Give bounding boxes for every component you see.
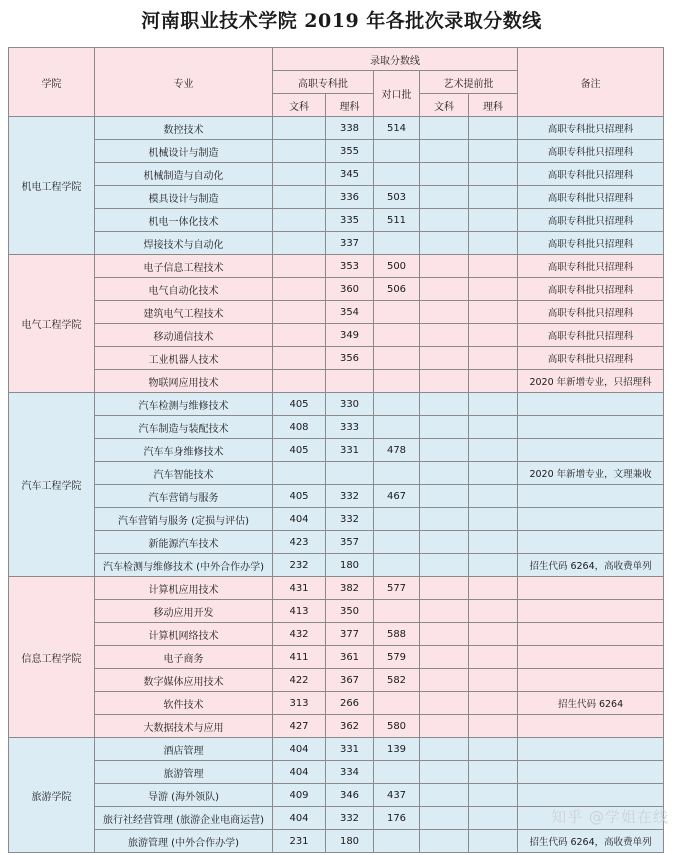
art-science-cell bbox=[469, 738, 518, 761]
art-science-cell bbox=[469, 255, 518, 278]
science-score-cell: 180 bbox=[326, 830, 374, 853]
liberal-score-cell bbox=[273, 209, 326, 232]
duikou-score-cell: 467 bbox=[374, 485, 420, 508]
science-score-cell: 332 bbox=[326, 485, 374, 508]
note-cell bbox=[518, 623, 664, 646]
liberal-score-cell: 408 bbox=[273, 416, 326, 439]
science-score-cell: 266 bbox=[326, 692, 374, 715]
major-cell: 数字媒体应用技术 bbox=[95, 669, 273, 692]
table-row bbox=[9, 738, 664, 761]
art-liberal-cell bbox=[420, 738, 469, 761]
art-science-cell bbox=[469, 163, 518, 186]
science-score-cell: 346 bbox=[326, 784, 374, 807]
liberal-score-cell bbox=[273, 255, 326, 278]
header-art-liberal: 文科 bbox=[420, 94, 469, 117]
liberal-score-cell bbox=[273, 186, 326, 209]
major-cell: 汽车检测与维修技术 bbox=[95, 393, 273, 416]
note-cell bbox=[518, 761, 664, 784]
duikou-score-cell bbox=[374, 531, 420, 554]
duikou-score-cell: 577 bbox=[374, 577, 420, 600]
art-liberal-cell bbox=[420, 669, 469, 692]
science-score-cell: 367 bbox=[326, 669, 374, 692]
art-liberal-cell bbox=[420, 508, 469, 531]
header-scores: 录取分数线 bbox=[273, 48, 518, 71]
art-liberal-cell bbox=[420, 784, 469, 807]
liberal-score-cell bbox=[273, 117, 326, 140]
art-liberal-cell bbox=[420, 807, 469, 830]
art-science-cell bbox=[469, 600, 518, 623]
art-liberal-cell bbox=[420, 393, 469, 416]
table-row bbox=[9, 347, 664, 370]
art-science-cell bbox=[469, 646, 518, 669]
duikou-score-cell: 588 bbox=[374, 623, 420, 646]
liberal-score-cell: 432 bbox=[273, 623, 326, 646]
major-cell: 汽车营销与服务 bbox=[95, 485, 273, 508]
note-cell: 高职专科批只招理科 bbox=[518, 301, 664, 324]
table-row bbox=[9, 439, 664, 462]
note-cell: 高职专科批只招理科 bbox=[518, 347, 664, 370]
liberal-score-cell: 405 bbox=[273, 485, 326, 508]
table-row bbox=[9, 577, 664, 600]
art-science-cell bbox=[469, 715, 518, 738]
admission-scores-table bbox=[8, 47, 664, 853]
table-row bbox=[9, 623, 664, 646]
major-cell: 计算机网络技术 bbox=[95, 623, 273, 646]
art-liberal-cell bbox=[420, 347, 469, 370]
duikou-score-cell: 580 bbox=[374, 715, 420, 738]
duikou-score-cell: 500 bbox=[374, 255, 420, 278]
art-science-cell bbox=[469, 623, 518, 646]
duikou-score-cell bbox=[374, 232, 420, 255]
science-score-cell: 354 bbox=[326, 301, 374, 324]
major-cell: 电子信息工程技术 bbox=[95, 255, 273, 278]
liberal-score-cell: 404 bbox=[273, 738, 326, 761]
college-cell: 旅游学院 bbox=[9, 738, 95, 853]
note-cell bbox=[518, 485, 664, 508]
art-science-cell bbox=[469, 347, 518, 370]
art-liberal-cell bbox=[420, 600, 469, 623]
major-cell: 物联网应用技术 bbox=[95, 370, 273, 393]
table-row bbox=[9, 393, 664, 416]
art-liberal-cell bbox=[420, 830, 469, 853]
major-cell: 建筑电气工程技术 bbox=[95, 301, 273, 324]
art-science-cell bbox=[469, 117, 518, 140]
header-college: 学院 bbox=[9, 48, 95, 117]
note-cell bbox=[518, 416, 664, 439]
major-cell: 数控技术 bbox=[95, 117, 273, 140]
science-score-cell: 331 bbox=[326, 439, 374, 462]
art-science-cell bbox=[469, 416, 518, 439]
note-cell: 高职专科批只招理科 bbox=[518, 255, 664, 278]
note-cell: 高职专科批只招理科 bbox=[518, 186, 664, 209]
duikou-score-cell: 437 bbox=[374, 784, 420, 807]
note-cell bbox=[518, 646, 664, 669]
duikou-score-cell bbox=[374, 324, 420, 347]
art-liberal-cell bbox=[420, 232, 469, 255]
art-liberal-cell bbox=[420, 186, 469, 209]
art-science-cell bbox=[469, 209, 518, 232]
liberal-score-cell bbox=[273, 462, 326, 485]
art-liberal-cell bbox=[420, 485, 469, 508]
science-score-cell: 337 bbox=[326, 232, 374, 255]
major-cell: 移动通信技术 bbox=[95, 324, 273, 347]
art-liberal-cell bbox=[420, 416, 469, 439]
note-cell bbox=[518, 715, 664, 738]
duikou-score-cell bbox=[374, 600, 420, 623]
major-cell: 电气自动化技术 bbox=[95, 278, 273, 301]
college-cell: 电气工程学院 bbox=[9, 255, 95, 393]
science-score-cell: 360 bbox=[326, 278, 374, 301]
note-cell: 高职专科批只招理科 bbox=[518, 163, 664, 186]
note-cell: 高职专科批只招理科 bbox=[518, 324, 664, 347]
art-science-cell bbox=[469, 439, 518, 462]
liberal-score-cell: 409 bbox=[273, 784, 326, 807]
note-cell bbox=[518, 600, 664, 623]
note-cell bbox=[518, 738, 664, 761]
science-score-cell: 334 bbox=[326, 761, 374, 784]
duikou-score-cell: 514 bbox=[374, 117, 420, 140]
college-cell: 汽车工程学院 bbox=[9, 393, 95, 577]
art-liberal-cell bbox=[420, 209, 469, 232]
note-cell bbox=[518, 508, 664, 531]
liberal-score-cell: 404 bbox=[273, 807, 326, 830]
art-science-cell bbox=[469, 692, 518, 715]
duikou-score-cell: 511 bbox=[374, 209, 420, 232]
major-cell: 机电一体化技术 bbox=[95, 209, 273, 232]
major-cell: 汽车智能技术 bbox=[95, 462, 273, 485]
major-cell: 移动应用开发 bbox=[95, 600, 273, 623]
table-row bbox=[9, 830, 664, 853]
major-cell: 大数据技术与应用 bbox=[95, 715, 273, 738]
art-liberal-cell bbox=[420, 554, 469, 577]
science-score-cell: 362 bbox=[326, 715, 374, 738]
art-liberal-cell bbox=[420, 761, 469, 784]
header-art-science: 理科 bbox=[469, 94, 518, 117]
header-major: 专业 bbox=[95, 48, 273, 117]
liberal-score-cell bbox=[273, 347, 326, 370]
table-row bbox=[9, 669, 664, 692]
art-liberal-cell bbox=[420, 439, 469, 462]
major-cell: 计算机应用技术 bbox=[95, 577, 273, 600]
major-cell: 机械制造与自动化 bbox=[95, 163, 273, 186]
science-score-cell: 355 bbox=[326, 140, 374, 163]
liberal-score-cell: 423 bbox=[273, 531, 326, 554]
art-liberal-cell bbox=[420, 692, 469, 715]
science-score-cell: 180 bbox=[326, 554, 374, 577]
liberal-score-cell: 427 bbox=[273, 715, 326, 738]
art-science-cell bbox=[469, 669, 518, 692]
art-science-cell bbox=[469, 830, 518, 853]
liberal-score-cell bbox=[273, 163, 326, 186]
header-duikou: 对口批 bbox=[374, 71, 420, 117]
major-cell: 汽车车身维修技术 bbox=[95, 439, 273, 462]
major-cell: 旅游管理 (中外合作办学) bbox=[95, 830, 273, 853]
art-liberal-cell bbox=[420, 140, 469, 163]
watermark: 知乎 @学姐在线 bbox=[551, 808, 669, 826]
note-cell bbox=[518, 393, 664, 416]
art-liberal-cell bbox=[420, 163, 469, 186]
science-score-cell: 353 bbox=[326, 255, 374, 278]
duikou-score-cell bbox=[374, 692, 420, 715]
art-liberal-cell bbox=[420, 278, 469, 301]
science-score-cell: 330 bbox=[326, 393, 374, 416]
major-cell: 模具设计与制造 bbox=[95, 186, 273, 209]
major-cell: 焊接技术与自动化 bbox=[95, 232, 273, 255]
art-science-cell bbox=[469, 301, 518, 324]
page-title: 河南职业技术学院 2019 年各批次录取分数线 bbox=[141, 10, 542, 32]
major-cell: 新能源汽车技术 bbox=[95, 531, 273, 554]
duikou-score-cell bbox=[374, 554, 420, 577]
major-cell: 机械设计与制造 bbox=[95, 140, 273, 163]
art-liberal-cell bbox=[420, 324, 469, 347]
duikou-score-cell bbox=[374, 140, 420, 163]
table-row bbox=[9, 692, 664, 715]
major-cell: 旅行社经营管理 (旅游企业电商运营) bbox=[95, 807, 273, 830]
liberal-score-cell bbox=[273, 324, 326, 347]
art-science-cell bbox=[469, 393, 518, 416]
science-score-cell: 336 bbox=[326, 186, 374, 209]
major-cell: 电子商务 bbox=[95, 646, 273, 669]
table-row bbox=[9, 600, 664, 623]
major-cell: 汽车营销与服务 (定损与评估) bbox=[95, 508, 273, 531]
duikou-score-cell bbox=[374, 761, 420, 784]
note-cell bbox=[518, 669, 664, 692]
art-science-cell bbox=[469, 140, 518, 163]
art-science-cell bbox=[469, 324, 518, 347]
table-row bbox=[9, 232, 664, 255]
note-cell: 招生代码 6264 bbox=[518, 692, 664, 715]
table-row bbox=[9, 255, 664, 278]
art-liberal-cell bbox=[420, 370, 469, 393]
table-row bbox=[9, 485, 664, 508]
science-score-cell: 335 bbox=[326, 209, 374, 232]
science-score-cell bbox=[326, 462, 374, 485]
art-liberal-cell bbox=[420, 531, 469, 554]
duikou-score-cell bbox=[374, 508, 420, 531]
duikou-score-cell: 503 bbox=[374, 186, 420, 209]
note-cell: 高职专科批只招理科 bbox=[518, 232, 664, 255]
table-row bbox=[9, 324, 664, 347]
table-row bbox=[9, 715, 664, 738]
science-score-cell bbox=[326, 370, 374, 393]
table-row bbox=[9, 163, 664, 186]
duikou-score-cell bbox=[374, 462, 420, 485]
major-cell: 汽车制造与装配技术 bbox=[95, 416, 273, 439]
art-liberal-cell bbox=[420, 715, 469, 738]
art-science-cell bbox=[469, 232, 518, 255]
art-science-cell bbox=[469, 462, 518, 485]
liberal-score-cell: 422 bbox=[273, 669, 326, 692]
table-row bbox=[9, 140, 664, 163]
table-row bbox=[9, 416, 664, 439]
science-score-cell: 331 bbox=[326, 738, 374, 761]
liberal-score-cell bbox=[273, 278, 326, 301]
liberal-score-cell bbox=[273, 301, 326, 324]
header-science: 理科 bbox=[326, 94, 374, 117]
note-cell: 高职专科批只招理科 bbox=[518, 209, 664, 232]
art-liberal-cell bbox=[420, 255, 469, 278]
duikou-score-cell bbox=[374, 416, 420, 439]
science-score-cell: 332 bbox=[326, 807, 374, 830]
note-cell bbox=[518, 577, 664, 600]
art-science-cell bbox=[469, 784, 518, 807]
art-liberal-cell bbox=[420, 462, 469, 485]
duikou-score-cell: 478 bbox=[374, 439, 420, 462]
liberal-score-cell: 232 bbox=[273, 554, 326, 577]
note-cell bbox=[518, 531, 664, 554]
table-row bbox=[9, 117, 664, 140]
liberal-score-cell: 404 bbox=[273, 508, 326, 531]
note-cell: 高职专科批只招理科 bbox=[518, 278, 664, 301]
art-science-cell bbox=[469, 807, 518, 830]
note-cell: 高职专科批只招理科 bbox=[518, 117, 664, 140]
liberal-score-cell: 313 bbox=[273, 692, 326, 715]
science-score-cell: 377 bbox=[326, 623, 374, 646]
note-cell: 招生代码 6264，高收费单列 bbox=[518, 830, 664, 853]
science-score-cell: 350 bbox=[326, 600, 374, 623]
note-cell: 2020 年新增专业，只招理科 bbox=[518, 370, 664, 393]
duikou-score-cell: 579 bbox=[374, 646, 420, 669]
table-row bbox=[9, 784, 664, 807]
art-liberal-cell bbox=[420, 301, 469, 324]
header-note: 备注 bbox=[518, 48, 664, 117]
science-score-cell: 361 bbox=[326, 646, 374, 669]
major-cell: 汽车检测与维修技术 (中外合作办学) bbox=[95, 554, 273, 577]
header-art: 艺术提前批 bbox=[420, 71, 518, 94]
table-row bbox=[9, 462, 664, 485]
note-cell: 2020 年新增专业，文理兼收 bbox=[518, 462, 664, 485]
art-science-cell bbox=[469, 186, 518, 209]
duikou-score-cell bbox=[374, 393, 420, 416]
art-science-cell bbox=[469, 278, 518, 301]
table-row bbox=[9, 554, 664, 577]
science-score-cell: 332 bbox=[326, 508, 374, 531]
duikou-score-cell bbox=[374, 301, 420, 324]
liberal-score-cell bbox=[273, 370, 326, 393]
art-science-cell bbox=[469, 761, 518, 784]
table-row bbox=[9, 186, 664, 209]
header-vocational: 高职专科批 bbox=[273, 71, 374, 94]
major-cell: 酒店管理 bbox=[95, 738, 273, 761]
header-liberal: 文科 bbox=[273, 94, 326, 117]
major-cell: 软件技术 bbox=[95, 692, 273, 715]
science-score-cell: 333 bbox=[326, 416, 374, 439]
table-row bbox=[9, 531, 664, 554]
liberal-score-cell: 405 bbox=[273, 393, 326, 416]
duikou-score-cell bbox=[374, 370, 420, 393]
science-score-cell: 356 bbox=[326, 347, 374, 370]
art-science-cell bbox=[469, 577, 518, 600]
liberal-score-cell: 231 bbox=[273, 830, 326, 853]
science-score-cell: 349 bbox=[326, 324, 374, 347]
table-row bbox=[9, 761, 664, 784]
liberal-score-cell: 413 bbox=[273, 600, 326, 623]
art-science-cell bbox=[469, 370, 518, 393]
art-liberal-cell bbox=[420, 646, 469, 669]
major-cell: 工业机器人技术 bbox=[95, 347, 273, 370]
science-score-cell: 345 bbox=[326, 163, 374, 186]
table-row bbox=[9, 301, 664, 324]
science-score-cell: 357 bbox=[326, 531, 374, 554]
college-cell: 信息工程学院 bbox=[9, 577, 95, 738]
note-cell: 招生代码 6264，高收费单列 bbox=[518, 554, 664, 577]
art-science-cell bbox=[469, 485, 518, 508]
college-cell: 机电工程学院 bbox=[9, 117, 95, 255]
science-score-cell: 338 bbox=[326, 117, 374, 140]
art-liberal-cell bbox=[420, 577, 469, 600]
liberal-score-cell: 404 bbox=[273, 761, 326, 784]
note-cell: 高职专科批只招理科 bbox=[518, 140, 664, 163]
art-liberal-cell bbox=[420, 623, 469, 646]
duikou-score-cell: 582 bbox=[374, 669, 420, 692]
table-row bbox=[9, 370, 664, 393]
liberal-score-cell: 431 bbox=[273, 577, 326, 600]
liberal-score-cell: 411 bbox=[273, 646, 326, 669]
liberal-score-cell bbox=[273, 232, 326, 255]
duikou-score-cell bbox=[374, 830, 420, 853]
art-science-cell bbox=[469, 508, 518, 531]
table-row bbox=[9, 646, 664, 669]
liberal-score-cell bbox=[273, 140, 326, 163]
science-score-cell: 382 bbox=[326, 577, 374, 600]
note-cell bbox=[518, 784, 664, 807]
table-row bbox=[9, 209, 664, 232]
art-science-cell bbox=[469, 531, 518, 554]
table-row bbox=[9, 508, 664, 531]
duikou-score-cell: 176 bbox=[374, 807, 420, 830]
table-body bbox=[9, 117, 664, 853]
duikou-score-cell: 139 bbox=[374, 738, 420, 761]
art-liberal-cell bbox=[420, 117, 469, 140]
major-cell: 旅游管理 bbox=[95, 761, 273, 784]
table-row bbox=[9, 278, 664, 301]
note-cell bbox=[518, 439, 664, 462]
major-cell: 导游 (海外领队) bbox=[95, 784, 273, 807]
art-science-cell bbox=[469, 554, 518, 577]
duikou-score-cell bbox=[374, 347, 420, 370]
duikou-score-cell bbox=[374, 163, 420, 186]
liberal-score-cell: 405 bbox=[273, 439, 326, 462]
duikou-score-cell: 506 bbox=[374, 278, 420, 301]
